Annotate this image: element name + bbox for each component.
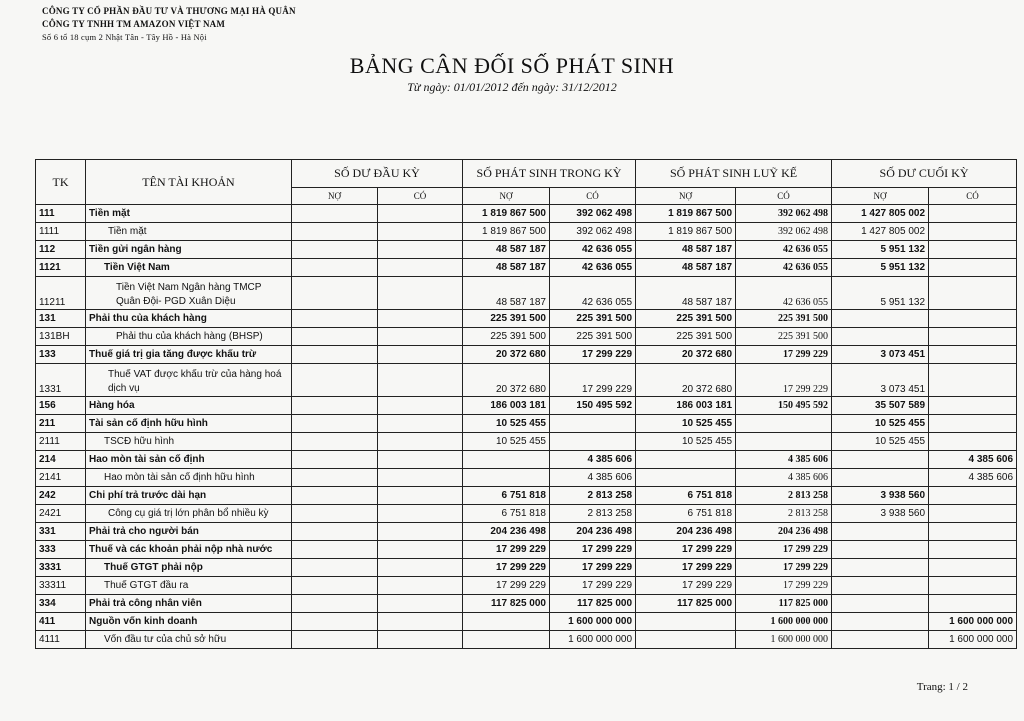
account-code: 131 bbox=[36, 310, 86, 328]
closing-credit-cell bbox=[929, 577, 1017, 595]
opening-credit-cell bbox=[378, 223, 463, 241]
header-cumulative-movement: SỐ PHÁT SINH LUỸ KẾ bbox=[636, 160, 832, 188]
opening-debit-cell bbox=[292, 415, 378, 433]
table-row bbox=[36, 487, 1017, 505]
period-debit-cell: 225 391 500 bbox=[463, 310, 550, 328]
cumulative-debit-cell: 225 391 500 bbox=[636, 328, 736, 346]
period-credit-cell: 204 236 498 bbox=[550, 523, 636, 541]
account-name: Phải thu của khách hàng bbox=[86, 310, 292, 328]
cumulative-credit-cell: 4 385 606 bbox=[736, 469, 832, 487]
cumulative-debit-cell: 17 299 229 bbox=[636, 541, 736, 559]
opening-credit-cell bbox=[378, 613, 463, 631]
account-name: TSCĐ hữu hình bbox=[86, 433, 292, 451]
closing-credit-cell bbox=[929, 310, 1017, 328]
opening-credit-cell bbox=[378, 397, 463, 415]
cumulative-debit-cell: 225 391 500 bbox=[636, 310, 736, 328]
closing-credit-cell bbox=[929, 595, 1017, 613]
closing-credit-cell bbox=[929, 241, 1017, 259]
closing-credit-cell bbox=[929, 277, 1017, 310]
period-debit-cell: 10 525 455 bbox=[463, 415, 550, 433]
cumulative-credit-cell: 2 813 258 bbox=[736, 487, 832, 505]
cumulative-debit-cell bbox=[636, 631, 736, 649]
period-credit-cell: 17 299 229 bbox=[550, 559, 636, 577]
cumulative-debit-cell: 48 587 187 bbox=[636, 259, 736, 277]
header-credit: CÓ bbox=[929, 188, 1017, 205]
account-name: Hao mòn tài sản cố định bbox=[86, 451, 292, 469]
closing-debit-cell: 3 073 451 bbox=[832, 364, 929, 397]
period-debit-cell: 6 751 818 bbox=[463, 505, 550, 523]
header-credit: CÓ bbox=[550, 188, 636, 205]
account-code: 1121 bbox=[36, 259, 86, 277]
period-credit-cell: 1 600 000 000 bbox=[550, 613, 636, 631]
table-row bbox=[36, 310, 1017, 328]
account-name: Phải trả công nhân viên bbox=[86, 595, 292, 613]
cumulative-debit-cell: 10 525 455 bbox=[636, 415, 736, 433]
account-name: Tiền Việt Nam bbox=[86, 259, 292, 277]
header-debit: NỢ bbox=[463, 188, 550, 205]
cumulative-credit-cell bbox=[736, 415, 832, 433]
period-debit-cell: 10 525 455 bbox=[463, 433, 550, 451]
closing-debit-cell bbox=[832, 559, 929, 577]
table-row bbox=[36, 469, 1017, 487]
company-address: Số 6 tổ 18 cụm 2 Nhật Tân - Tây Hồ - Hà Nội bbox=[42, 32, 207, 42]
opening-credit-cell bbox=[378, 241, 463, 259]
account-name: Phải thu của khách hàng (BHSP) bbox=[86, 328, 292, 346]
closing-debit-cell: 5 951 132 bbox=[832, 259, 929, 277]
closing-credit-cell bbox=[929, 397, 1017, 415]
cumulative-credit-cell: 42 636 055 bbox=[736, 259, 832, 277]
cumulative-credit-cell bbox=[736, 433, 832, 451]
period-credit-cell bbox=[550, 415, 636, 433]
opening-credit-cell bbox=[378, 415, 463, 433]
closing-debit-cell bbox=[832, 469, 929, 487]
opening-credit-cell bbox=[378, 277, 463, 310]
account-code: 3331 bbox=[36, 559, 86, 577]
account-name: Chi phí trả trước dài hạn bbox=[86, 487, 292, 505]
closing-credit-cell: 4 385 606 bbox=[929, 469, 1017, 487]
cumulative-credit-cell: 42 636 055 bbox=[736, 277, 832, 310]
table-body bbox=[36, 205, 1017, 649]
period-debit-cell: 48 587 187 bbox=[463, 241, 550, 259]
account-name: Tiền mặt bbox=[86, 205, 292, 223]
closing-credit-cell: 1 600 000 000 bbox=[929, 613, 1017, 631]
opening-credit-cell bbox=[378, 433, 463, 451]
opening-debit-cell bbox=[292, 631, 378, 649]
period-credit-cell: 42 636 055 bbox=[550, 259, 636, 277]
header-debit: NỢ bbox=[636, 188, 736, 205]
period-credit-cell: 17 299 229 bbox=[550, 541, 636, 559]
closing-debit-cell bbox=[832, 541, 929, 559]
opening-debit-cell bbox=[292, 577, 378, 595]
company-name-1: CÔNG TY CỔ PHẦN ĐẦU TƯ VÀ THƯƠNG MẠI HÀ QUÂN bbox=[42, 6, 296, 16]
cumulative-debit-cell: 117 825 000 bbox=[636, 595, 736, 613]
cumulative-debit-cell: 1 819 867 500 bbox=[636, 223, 736, 241]
account-code: 111 bbox=[36, 205, 86, 223]
cumulative-credit-cell: 17 299 229 bbox=[736, 577, 832, 595]
opening-debit-cell bbox=[292, 433, 378, 451]
closing-debit-cell: 10 525 455 bbox=[832, 415, 929, 433]
account-name: Thuế giá trị gia tăng được khấu trừ bbox=[86, 346, 292, 364]
period-debit-cell: 17 299 229 bbox=[463, 577, 550, 595]
period-credit-cell: 4 385 606 bbox=[550, 451, 636, 469]
cumulative-debit-cell: 1 819 867 500 bbox=[636, 205, 736, 223]
closing-debit-cell: 3 073 451 bbox=[832, 346, 929, 364]
table-row bbox=[36, 613, 1017, 631]
closing-credit-cell bbox=[929, 541, 1017, 559]
account-name: Vốn đầu tư của chủ sở hữu bbox=[86, 631, 292, 649]
table-row bbox=[36, 433, 1017, 451]
opening-credit-cell bbox=[378, 595, 463, 613]
cumulative-credit-cell: 392 062 498 bbox=[736, 223, 832, 241]
cumulative-debit-cell bbox=[636, 613, 736, 631]
period-debit-cell: 17 299 229 bbox=[463, 559, 550, 577]
period-credit-cell: 4 385 606 bbox=[550, 469, 636, 487]
opening-credit-cell bbox=[378, 469, 463, 487]
cumulative-debit-cell: 17 299 229 bbox=[636, 577, 736, 595]
period-debit-cell bbox=[463, 451, 550, 469]
closing-debit-cell: 10 525 455 bbox=[832, 433, 929, 451]
opening-debit-cell bbox=[292, 364, 378, 397]
account-code: 333 bbox=[36, 541, 86, 559]
table-row bbox=[36, 241, 1017, 259]
period-debit-cell: 6 751 818 bbox=[463, 487, 550, 505]
account-name: Nguồn vốn kinh doanh bbox=[86, 613, 292, 631]
opening-credit-cell bbox=[378, 310, 463, 328]
header-tk: TK bbox=[36, 160, 86, 205]
account-code: 33311 bbox=[36, 577, 86, 595]
period-credit-cell: 150 495 592 bbox=[550, 397, 636, 415]
opening-debit-cell bbox=[292, 613, 378, 631]
table-row bbox=[36, 595, 1017, 613]
table-row bbox=[36, 559, 1017, 577]
cumulative-debit-cell: 6 751 818 bbox=[636, 505, 736, 523]
period-debit-cell: 48 587 187 bbox=[463, 259, 550, 277]
opening-credit-cell bbox=[378, 346, 463, 364]
table-row bbox=[36, 259, 1017, 277]
cumulative-debit-cell bbox=[636, 451, 736, 469]
opening-credit-cell bbox=[378, 364, 463, 397]
closing-debit-cell bbox=[832, 523, 929, 541]
cumulative-credit-cell: 17 299 229 bbox=[736, 346, 832, 364]
cumulative-credit-cell: 2 813 258 bbox=[736, 505, 832, 523]
table-row bbox=[36, 577, 1017, 595]
cumulative-debit-cell: 48 587 187 bbox=[636, 241, 736, 259]
cumulative-debit-cell: 10 525 455 bbox=[636, 433, 736, 451]
cumulative-credit-cell: 42 636 055 bbox=[736, 241, 832, 259]
account-name: Thuế và các khoản phải nộp nhà nước bbox=[86, 541, 292, 559]
table-row bbox=[36, 523, 1017, 541]
company-header bbox=[42, 5, 296, 44]
closing-credit-cell bbox=[929, 346, 1017, 364]
closing-debit-cell bbox=[832, 613, 929, 631]
closing-credit-cell bbox=[929, 223, 1017, 241]
period-debit-cell: 204 236 498 bbox=[463, 523, 550, 541]
closing-credit-cell bbox=[929, 505, 1017, 523]
closing-debit-cell: 5 951 132 bbox=[832, 277, 929, 310]
cumulative-debit-cell bbox=[636, 469, 736, 487]
period-debit-cell: 186 003 181 bbox=[463, 397, 550, 415]
opening-credit-cell bbox=[378, 259, 463, 277]
header-closing-balance: SỐ DƯ CUỐI KỲ bbox=[832, 160, 1017, 188]
period-debit-cell bbox=[463, 469, 550, 487]
period-credit-cell: 17 299 229 bbox=[550, 577, 636, 595]
account-code: 214 bbox=[36, 451, 86, 469]
opening-debit-cell bbox=[292, 241, 378, 259]
opening-credit-cell bbox=[378, 523, 463, 541]
closing-credit-cell bbox=[929, 415, 1017, 433]
cumulative-credit-cell: 225 391 500 bbox=[736, 328, 832, 346]
closing-credit-cell bbox=[929, 364, 1017, 397]
account-code: 1111 bbox=[36, 223, 86, 241]
opening-credit-cell bbox=[378, 577, 463, 595]
cumulative-credit-cell: 204 236 498 bbox=[736, 523, 832, 541]
cumulative-credit-cell: 1 600 000 000 bbox=[736, 631, 832, 649]
period-debit-cell: 20 372 680 bbox=[463, 364, 550, 397]
opening-debit-cell bbox=[292, 346, 378, 364]
opening-debit-cell bbox=[292, 523, 378, 541]
account-name: Hao mòn tài sản cố định hữu hình bbox=[86, 469, 292, 487]
account-name: Thuế GTGT đầu ra bbox=[86, 577, 292, 595]
account-code: 334 bbox=[36, 595, 86, 613]
header-period-movement: SỐ PHÁT SINH TRONG KỲ bbox=[463, 160, 636, 188]
period-credit-cell: 392 062 498 bbox=[550, 205, 636, 223]
closing-debit-cell: 1 427 805 002 bbox=[832, 223, 929, 241]
account-code: 2141 bbox=[36, 469, 86, 487]
opening-credit-cell bbox=[378, 487, 463, 505]
opening-debit-cell bbox=[292, 223, 378, 241]
opening-debit-cell bbox=[292, 469, 378, 487]
period-credit-cell: 2 813 258 bbox=[550, 505, 636, 523]
account-code: 411 bbox=[36, 613, 86, 631]
table-row bbox=[36, 277, 1017, 310]
account-code: 331 bbox=[36, 523, 86, 541]
closing-credit-cell bbox=[929, 205, 1017, 223]
table-row bbox=[36, 505, 1017, 523]
header-opening-balance: SỐ DƯ ĐẦU KỲ bbox=[292, 160, 463, 188]
closing-debit-cell bbox=[832, 631, 929, 649]
closing-credit-cell bbox=[929, 487, 1017, 505]
closing-debit-cell bbox=[832, 595, 929, 613]
account-name: Tiền gửi ngân hàng bbox=[86, 241, 292, 259]
account-code: 2111 bbox=[36, 433, 86, 451]
opening-debit-cell bbox=[292, 259, 378, 277]
cumulative-credit-cell: 4 385 606 bbox=[736, 451, 832, 469]
closing-debit-cell bbox=[832, 577, 929, 595]
opening-debit-cell bbox=[292, 451, 378, 469]
opening-debit-cell bbox=[292, 541, 378, 559]
opening-credit-cell bbox=[378, 505, 463, 523]
closing-debit-cell: 3 938 560 bbox=[832, 487, 929, 505]
cumulative-credit-cell: 17 299 229 bbox=[736, 541, 832, 559]
account-code: 131BH bbox=[36, 328, 86, 346]
table-row bbox=[36, 328, 1017, 346]
closing-debit-cell: 1 427 805 002 bbox=[832, 205, 929, 223]
closing-credit-cell bbox=[929, 433, 1017, 451]
period-credit-cell: 42 636 055 bbox=[550, 277, 636, 310]
opening-credit-cell bbox=[378, 328, 463, 346]
period-debit-cell: 17 299 229 bbox=[463, 541, 550, 559]
period-credit-cell: 392 062 498 bbox=[550, 223, 636, 241]
cumulative-debit-cell: 186 003 181 bbox=[636, 397, 736, 415]
opening-debit-cell bbox=[292, 505, 378, 523]
account-name: Tài sản cố định hữu hình bbox=[86, 415, 292, 433]
account-code: 112 bbox=[36, 241, 86, 259]
account-name: Thuế GTGT phải nộp bbox=[86, 559, 292, 577]
trial-balance-table bbox=[35, 159, 1017, 649]
table-row bbox=[36, 451, 1017, 469]
account-code: 4111 bbox=[36, 631, 86, 649]
table-row bbox=[36, 346, 1017, 364]
opening-debit-cell bbox=[292, 310, 378, 328]
opening-credit-cell bbox=[378, 559, 463, 577]
table-row bbox=[36, 397, 1017, 415]
closing-credit-cell: 4 385 606 bbox=[929, 451, 1017, 469]
closing-credit-cell bbox=[929, 523, 1017, 541]
account-name: Tiền Việt Nam Ngân hàng TMCP Quân Đội- PGD Xuân Diệu bbox=[86, 277, 292, 310]
page-number: Trang: 1 / 2 bbox=[916, 681, 968, 693]
cumulative-credit-cell: 150 495 592 bbox=[736, 397, 832, 415]
account-code: 11211 bbox=[36, 277, 86, 310]
table-row bbox=[36, 541, 1017, 559]
period-debit-cell: 1 819 867 500 bbox=[463, 223, 550, 241]
account-name: Hàng hóa bbox=[86, 397, 292, 415]
cumulative-debit-cell: 6 751 818 bbox=[636, 487, 736, 505]
cumulative-debit-cell: 20 372 680 bbox=[636, 346, 736, 364]
closing-debit-cell: 35 507 589 bbox=[832, 397, 929, 415]
opening-credit-cell bbox=[378, 205, 463, 223]
account-code: 156 bbox=[36, 397, 86, 415]
closing-debit-cell bbox=[832, 451, 929, 469]
period-credit-cell bbox=[550, 433, 636, 451]
header-account-name: TÊN TÀI KHOẢN bbox=[86, 160, 292, 205]
cumulative-credit-cell: 392 062 498 bbox=[736, 205, 832, 223]
cumulative-credit-cell: 1 600 000 000 bbox=[736, 613, 832, 631]
opening-debit-cell bbox=[292, 595, 378, 613]
header-credit: CÓ bbox=[378, 188, 463, 205]
period-debit-cell: 225 391 500 bbox=[463, 328, 550, 346]
closing-credit-cell bbox=[929, 259, 1017, 277]
cumulative-credit-cell: 17 299 229 bbox=[736, 559, 832, 577]
opening-debit-cell bbox=[292, 205, 378, 223]
account-code: 1331 bbox=[36, 364, 86, 397]
period-debit-cell bbox=[463, 613, 550, 631]
account-name: Phải trả cho người bán bbox=[86, 523, 292, 541]
period-debit-cell: 1 819 867 500 bbox=[463, 205, 550, 223]
closing-credit-cell bbox=[929, 559, 1017, 577]
company-name-2: CÔNG TY TNHH TM AMAZON VIỆT NAM bbox=[42, 19, 226, 29]
opening-debit-cell bbox=[292, 277, 378, 310]
account-code: 211 bbox=[36, 415, 86, 433]
table-row bbox=[36, 631, 1017, 649]
closing-debit-cell: 3 938 560 bbox=[832, 505, 929, 523]
header-credit: CÓ bbox=[736, 188, 832, 205]
header-debit: NỢ bbox=[292, 188, 378, 205]
cumulative-debit-cell: 20 372 680 bbox=[636, 364, 736, 397]
table-row bbox=[36, 415, 1017, 433]
cumulative-credit-cell: 225 391 500 bbox=[736, 310, 832, 328]
closing-debit-cell: 5 951 132 bbox=[832, 241, 929, 259]
account-code: 242 bbox=[36, 487, 86, 505]
period-credit-cell: 225 391 500 bbox=[550, 310, 636, 328]
period-credit-cell: 17 299 229 bbox=[550, 364, 636, 397]
period-credit-cell: 42 636 055 bbox=[550, 241, 636, 259]
closing-debit-cell bbox=[832, 328, 929, 346]
period-debit-cell: 20 372 680 bbox=[463, 346, 550, 364]
opening-credit-cell bbox=[378, 631, 463, 649]
header-debit: NỢ bbox=[832, 188, 929, 205]
period-credit-cell: 2 813 258 bbox=[550, 487, 636, 505]
period-credit-cell: 117 825 000 bbox=[550, 595, 636, 613]
table-row bbox=[36, 364, 1017, 397]
account-name: Công cụ giá trị lớn phân bổ nhiều kỳ bbox=[86, 505, 292, 523]
cumulative-debit-cell: 17 299 229 bbox=[636, 559, 736, 577]
report-period: Từ ngày: 01/01/2012 đến ngày: 31/12/2012 bbox=[407, 80, 617, 94]
cumulative-credit-cell: 117 825 000 bbox=[736, 595, 832, 613]
report-title: BẢNG CÂN ĐỐI SỐ PHÁT SINH bbox=[349, 53, 675, 78]
closing-credit-cell: 1 600 000 000 bbox=[929, 631, 1017, 649]
closing-debit-cell bbox=[832, 310, 929, 328]
closing-credit-cell bbox=[929, 328, 1017, 346]
account-code: 133 bbox=[36, 346, 86, 364]
opening-credit-cell bbox=[378, 541, 463, 559]
opening-credit-cell bbox=[378, 451, 463, 469]
period-credit-cell: 225 391 500 bbox=[550, 328, 636, 346]
cumulative-debit-cell: 48 587 187 bbox=[636, 277, 736, 310]
opening-debit-cell bbox=[292, 559, 378, 577]
account-name: Thuế VAT được khấu trừ của hàng hoá dịch vụ bbox=[86, 364, 292, 397]
table-row bbox=[36, 223, 1017, 241]
table-row bbox=[36, 205, 1017, 223]
opening-debit-cell bbox=[292, 397, 378, 415]
account-code: 2421 bbox=[36, 505, 86, 523]
period-credit-cell: 17 299 229 bbox=[550, 346, 636, 364]
account-name: Tiền mặt bbox=[86, 223, 292, 241]
period-credit-cell: 1 600 000 000 bbox=[550, 631, 636, 649]
opening-debit-cell bbox=[292, 328, 378, 346]
opening-debit-cell bbox=[292, 487, 378, 505]
cumulative-debit-cell: 204 236 498 bbox=[636, 523, 736, 541]
period-debit-cell bbox=[463, 631, 550, 649]
cumulative-credit-cell: 17 299 229 bbox=[736, 364, 832, 397]
period-debit-cell: 48 587 187 bbox=[463, 277, 550, 310]
period-debit-cell: 117 825 000 bbox=[463, 595, 550, 613]
